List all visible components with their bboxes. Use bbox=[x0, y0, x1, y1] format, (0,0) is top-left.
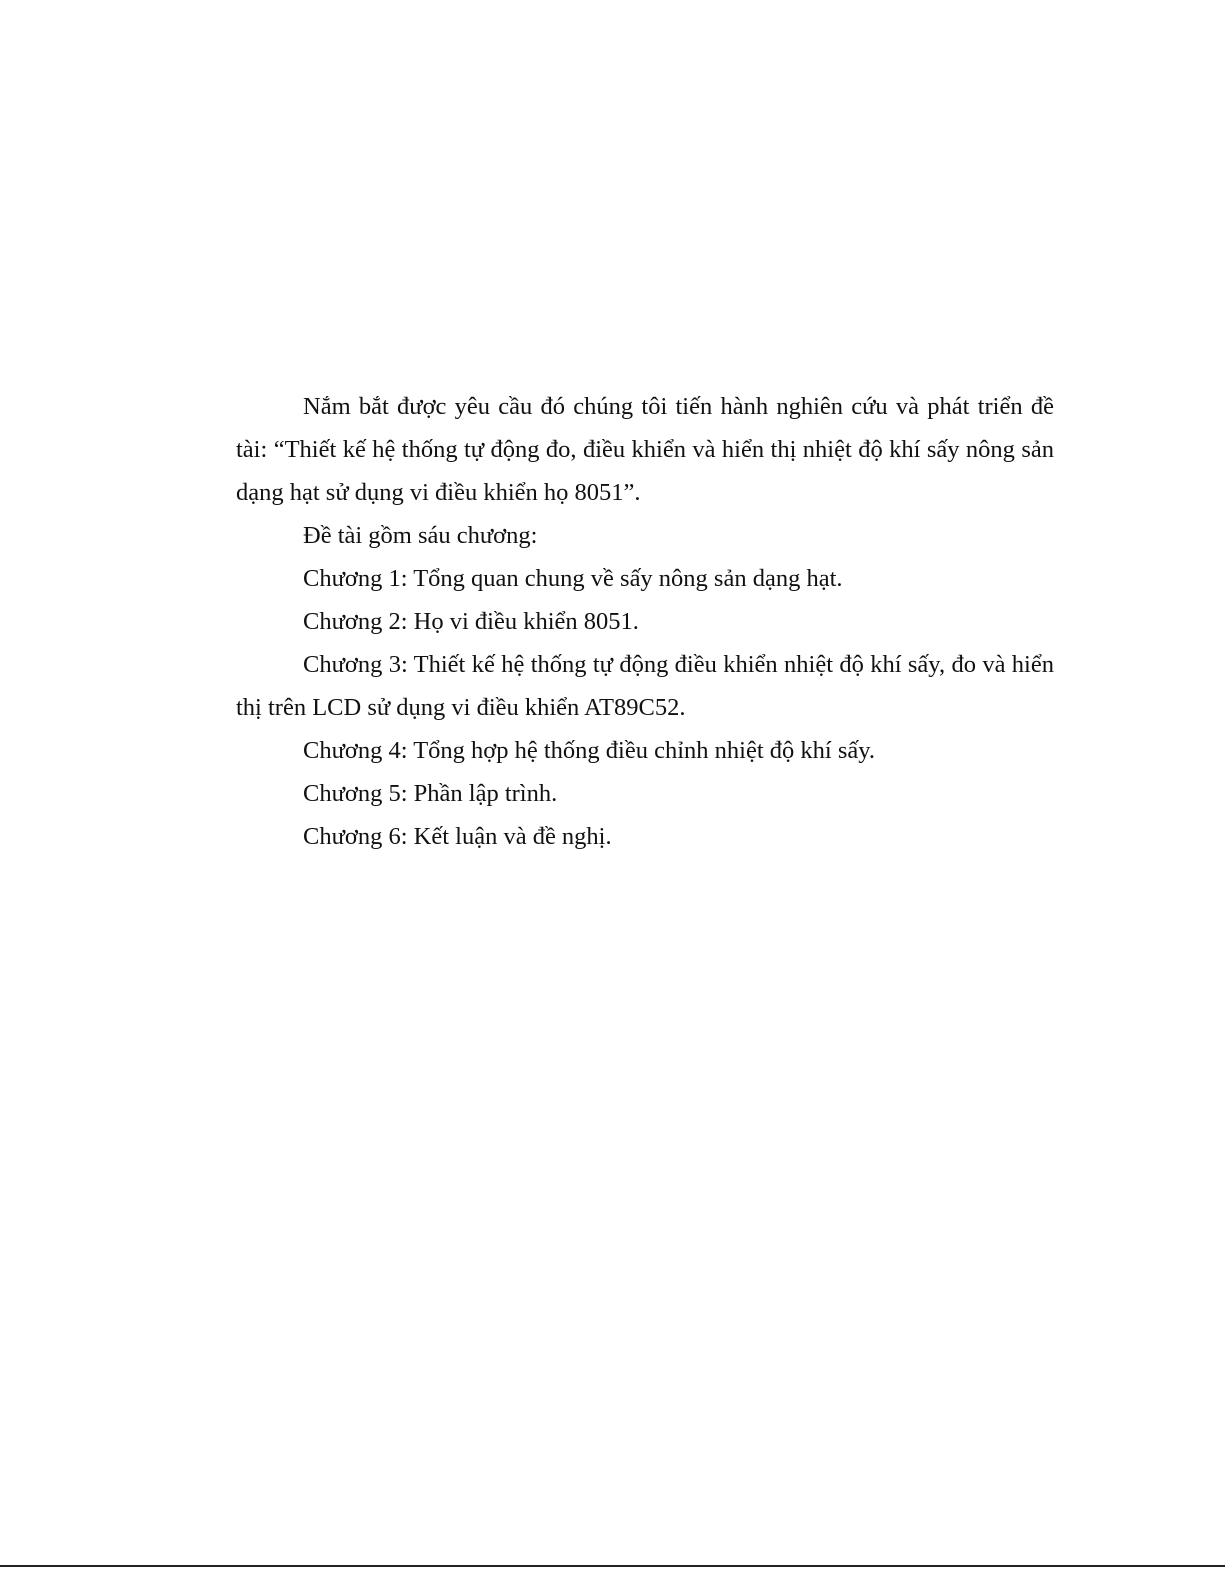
chapter-5: Chương 5: Phần lập trình. bbox=[303, 780, 558, 807]
chapters-heading: Đề tài gồm sáu chương: bbox=[303, 522, 538, 549]
chapter-4: Chương 4: Tổng hợp hệ thống điều chỉnh nhiệt độ khí sấy. bbox=[303, 737, 876, 764]
chapter-3: Chương 3: Thiết kế hệ thống tự động điều khiển nhiệt độ khí sấy, đo và hiển thị trên LCD sử dụng vi điều khiển AT89C52. bbox=[236, 651, 1054, 721]
page-bottom-rule bbox=[0, 1565, 1225, 1567]
page-body bbox=[236, 385, 1054, 858]
intro-paragraph: Nắm bắt được yêu cầu đó chúng tôi tiến hành nghiên cứu và phát triển đề tài: “Thiết kế hệ thống tự động đo, điều khiển và hiển thị nhiệt độ khí sấy nông sản dạng hạt sử dụng vi điều khiển họ 8051”. bbox=[236, 393, 1054, 506]
chapter-6: Chương 6: Kết luận và đề nghị. bbox=[303, 823, 612, 850]
chapter-1: Chương 1: Tổng quan chung về sấy nông sản dạng hạt. bbox=[303, 565, 843, 592]
chapter-2: Chương 2: Họ vi điều khiển 8051. bbox=[303, 608, 639, 635]
